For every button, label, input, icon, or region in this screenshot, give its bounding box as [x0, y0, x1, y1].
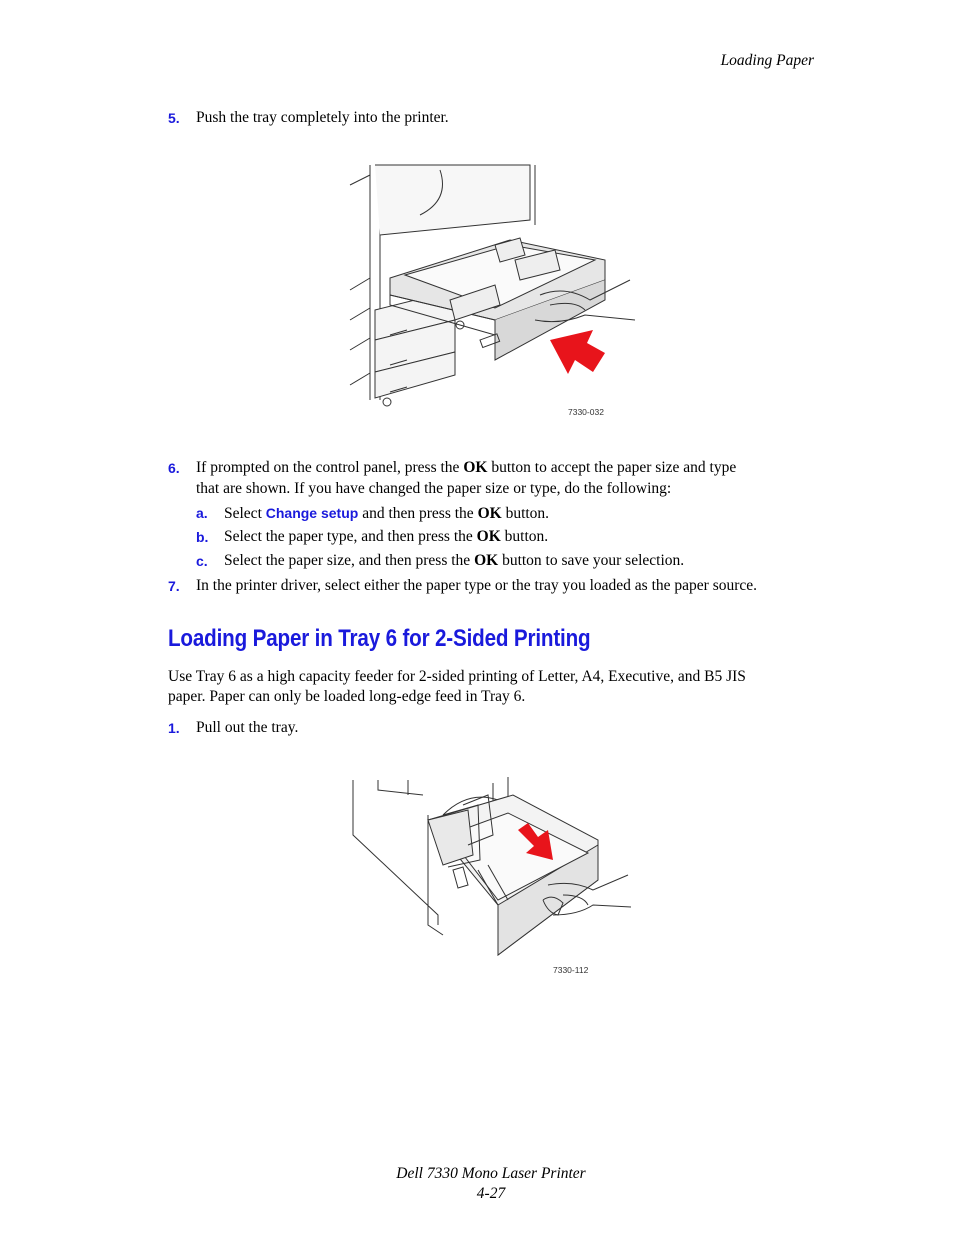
- section-heading: Loading Paper in Tray 6 for 2-Sided Printing: [168, 625, 591, 652]
- text-segment: button.: [500, 528, 549, 545]
- text-segment: and then press the: [358, 505, 478, 522]
- step-text: Pull out the tray.: [196, 719, 299, 736]
- step-7: [168, 576, 758, 597]
- ok-label: OK: [476, 528, 501, 545]
- substep-c: [196, 551, 816, 572]
- push-arrow-icon: [550, 330, 605, 374]
- substep-a: [196, 503, 816, 524]
- figure-id: 7330-032: [568, 407, 604, 417]
- step-text: In the printer driver, select either the paper type or the tray you loaded as the paper source.: [196, 577, 758, 594]
- step-number: 6.: [168, 460, 180, 476]
- step-6: [168, 458, 818, 497]
- substep-letter: b.: [196, 529, 209, 545]
- substep-text: [224, 551, 684, 571]
- step-1: [168, 718, 299, 739]
- figure-tray-pull-illustration: [348, 775, 633, 960]
- text-segment: button.: [501, 505, 550, 522]
- substep-letter: c.: [196, 553, 208, 569]
- footer-page-number: 4-27: [476, 1185, 506, 1202]
- text-segment: Select: [224, 505, 266, 522]
- intro-line-2: paper. Paper can only be loaded long-edge feed in Tray 6.: [168, 688, 526, 705]
- step-number: 7.: [168, 578, 180, 594]
- step-text: Push the tray completely into the printer.: [196, 109, 449, 126]
- ok-label: OK: [477, 505, 502, 522]
- text-segment: button to accept the paper size and type: [487, 459, 737, 476]
- step-number: 5.: [168, 110, 180, 126]
- running-header: Loading Paper: [720, 52, 814, 69]
- figure-id: 7330-112: [553, 965, 589, 975]
- substep-letter: a.: [196, 505, 208, 521]
- ok-label: OK: [474, 552, 499, 569]
- text-segment: Select the paper size, and then press the: [224, 552, 475, 569]
- substep-text: [224, 527, 548, 547]
- text-segment: Select the paper type, and then press the: [224, 528, 477, 545]
- substep-b: [196, 527, 816, 548]
- step-number: 1.: [168, 720, 180, 736]
- ui-reference: Change setup: [265, 505, 359, 521]
- text-segment: If prompted on the control panel, press the: [196, 459, 464, 476]
- figure-tray-push-illustration: [345, 160, 640, 410]
- step-5: [168, 108, 449, 129]
- substep-text: [224, 503, 549, 524]
- text-segment: button to save your selection.: [498, 552, 685, 569]
- ok-label: OK: [463, 459, 488, 476]
- intro-line-1: Use Tray 6 as a high capacity feeder for 2-sided printing of Letter, A4, Executive, and B5 JIS: [168, 668, 746, 685]
- footer-product: Dell 7330 Mono Laser Printer: [396, 1165, 586, 1182]
- step-text-line2: that are shown. If you have changed the paper size or type, do the following:: [196, 480, 672, 497]
- step-text: [196, 458, 736, 478]
